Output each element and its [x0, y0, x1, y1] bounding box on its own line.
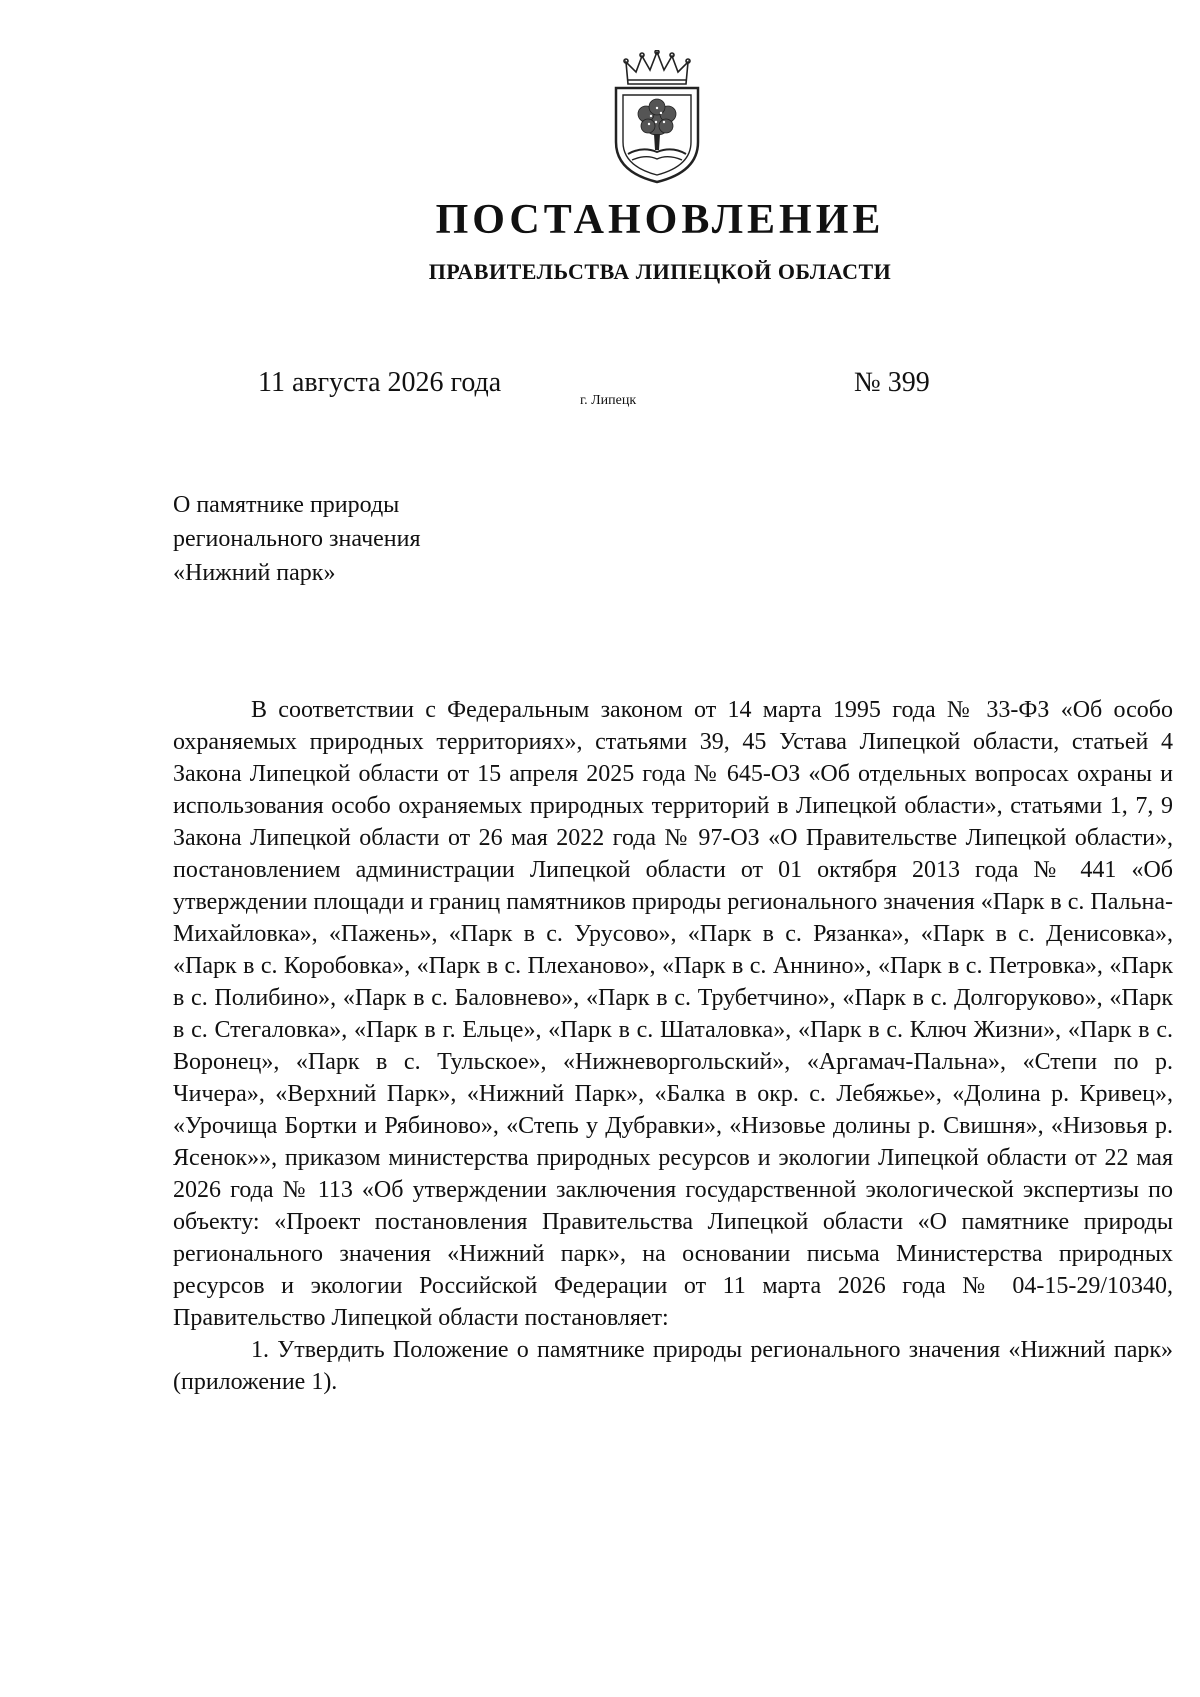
subject-line: регионального значения: [173, 526, 421, 552]
document-body: [173, 694, 1173, 1398]
subject-line: О памятнике природы: [173, 492, 400, 518]
subject-line: «Нижний парк»: [173, 560, 336, 586]
document-city: г. Липецк: [580, 393, 637, 408]
document-subject: [173, 488, 421, 590]
document-type-title: ПОСТАНОВЛЕНИЕ: [435, 197, 885, 243]
document-number: № 399: [854, 367, 930, 398]
issuing-authority: ПРАВИТЕЛЬСТВА ЛИПЕЦКОЙ ОБЛАСТИ: [428, 259, 892, 284]
coat-of-arms-icon: [606, 50, 708, 184]
clause-1-paragraph: 1. Утвердить Положение о памятнике природы регионального значения «Нижний парк» (приложение 1).: [173, 1337, 1173, 1395]
document-date: 11 августа 2026 года: [258, 367, 502, 398]
preamble-paragraph: В соответствии с Федеральным законом от 14 марта 1995 года № 33-ФЗ «Об особо охраняемых природных территориях», статьями 39, 45 Устава Липецкой области, статьей 4 Закона Липецкой области от 15 апреля 2025 года № 645-ОЗ «Об отдельных вопросах охраны и использования особо охраняемых природных территорий в Липецкой области», статьями 1, 7, 9 Закона Липецкой области от 26 мая 2022 года № 97-ОЗ «О Правительстве Липецкой области», постановлением администрации Липецкой области от 01 октября 2013 года № 441 «Об утверждении площади и границ памятников природы регионального значения «Парк в с. Пальна-Михайловка», «Пажень», «Парк в с. Урусово», «Парк в с. Рязанка», «Парк в с. Денисовка», «Парк в с. Коробовка», «Парк в с. Плеханово», «Парк в с. Аннино», «Парк в с. Петровка», «Парк в с. Полибино», «Парк в с. Баловнево», «Парк в с. Трубетчино», «Парк в с. Долгоруково», «Парк в с. Стегаловка», «Парк в г. Ельце», «Парк в с. Шаталовка», «Парк в с. Ключ Жизни», «Парк в с. Воронец», «Парк в с. Тульское», «Нижневоргольский», «Аргамач-Пальна», «Степи по р. Чичера», «Верхний Парк», «Нижний Парк», «Балка в окр. с. Лебяжье», «Долина р. Кривец», «Урочища Бортки и Рябиново», «Степь у Дубравки», «Низовье долины р. Свишня», «Низовья р. Ясенок»», приказом министерства природных ресурсов и экологии Липецкой области от 22 мая 2026 года № 113 «Об утверждении заключения государственной экологической экспертизы по объекту: «Проект постановления Правительства Липецкой области «О памятнике природы регионального значения «Нижний парк», на основании письма Министерства природных ресурсов и экологии Российской Федерации от 11 марта 2026 года № 04-15-29/10340, Правительство Липецкой области постановляет:: [173, 697, 1173, 1331]
